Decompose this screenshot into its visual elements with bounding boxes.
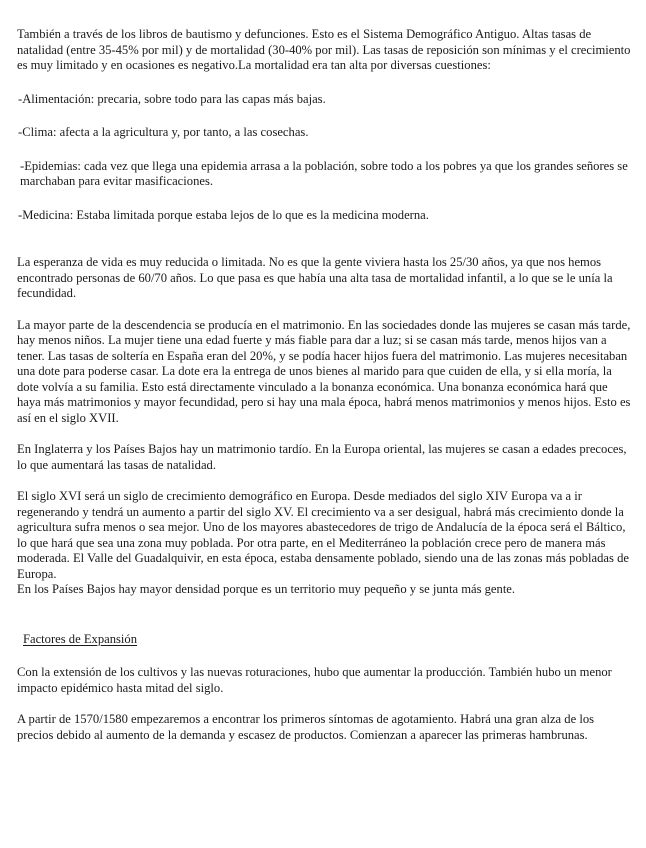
cultivos-paragraph: Con la extensión de los cultivos y las nuevas roturaciones, hubo que aumentar la producción. También hubo un menor impacto epidémico hasta mitad del siglo.	[17, 665, 612, 695]
cause-item-alimentacion: -Alimentación: precaria, sobre todo para las capas más bajas.	[18, 91, 326, 106]
paises-bajos-paragraph: En los Países Bajos hay mayor densidad porque es un territorio muy pequeño y se junta más gente.	[17, 582, 516, 596]
descendencia-paragraph: La mayor parte de la descendencia se producía en el matrimonio. En las sociedades donde las mujeres se casan más tarde, hay menos niños. La mujer tiene una edad fuerte y más fiable para dar a luz; si se casan más tarde, menos hijos van a tener. Las tasas de soltería en España eran del 20%, y se podía hacer hijos fuera del matrimonio. Las mujeres necesitaban una dote para poderse casar. La dote era la entrega de unos bienes al marido para que cuiden de ella, y si ella moría, la dote volvía a su familia. Esto está directamente vinculado a la bonanza económica. Una bonanza económica hará que haya más matrimonios y mayor fecundidad, pero si hay una mala época, habrá menos matrimonios y menos hijos. Esto es así en el siglo XVII.	[17, 317, 631, 425]
cause-item-clima: -Clima: afecta a la agricultura y, por tanto, a las cosechas.	[18, 125, 309, 139]
document-page	[17, 27, 632, 743]
agotamiento-paragraph: A partir de 1570/1580 empezaremos a encontrar los primeros síntomas de agotamiento. Habrá una gran alza de los precios debido al aumento de la demanda y escasez de productos. Comienzan a aparecer las primeras hambrunas.	[17, 712, 595, 742]
cause-item-epidemias: -Epidemias: cada vez que llega una epidemia arrasa a la población, sobre todo a los pobres ya que los grandes señores se marchaban para evitar masificaciones.	[20, 158, 628, 188]
cause-item-medicina: -Medicina: Estaba limitada porque estaba lejos de lo que es la medicina moderna.	[18, 207, 429, 222]
inglaterra-paragraph: En Inglaterra y los Países Bajos hay un matrimonio tardío. En la Europa oriental, las mujeres se casan a edades precoces, lo que aumentará las tasas de natalidad.	[17, 442, 627, 472]
siglo-xvi-paragraph: El siglo XVI será un siglo de crecimiento demográfico en Europa. Desde mediados del siglo XIV Europa va a ir regenerando y tendrá un aumento a partir del siglo XV. El crecimiento va a ser desigual, habrá más crecimiento donde la agricultura sufra menos o sea mejor. Uno de los mayores abastecedores de trigo de Andalucía de la época será el Báltico, lo que hará que sea una zona muy poblada. Por otra parte, en el Mediterráneo la población crece pero de manera más moderada. El Valle del Guadalquivir, en esta época, estaba densamente poblado, siendo una de las zonas más pobladas de Europa.	[17, 489, 629, 581]
esperanza-paragraph: La esperanza de vida es muy reducida o limitada. No es que la gente viviera hasta los 25/30 años, ya que nos hemos encontrado personas de 60/70 años. Lo que pasa es que había una alta tasa de mortalidad infantil, a lo que se le unía la fecundidad.	[17, 255, 613, 300]
intro-paragraph: También a través de los libros de bautismo y defunciones. Esto es el Sistema Demográfico Antiguo. Altas tasas de natalidad (entre 35-45% por mil) y de mortalidad (30-40% por mil). Las tasas de reposición son mínimas y el crecimiento es muy limitado y en ocasiones es negativo.La mortalidad era tan alta por diversas cuestiones:	[17, 27, 631, 72]
section-heading-factores: Factores de Expansión	[23, 631, 138, 646]
